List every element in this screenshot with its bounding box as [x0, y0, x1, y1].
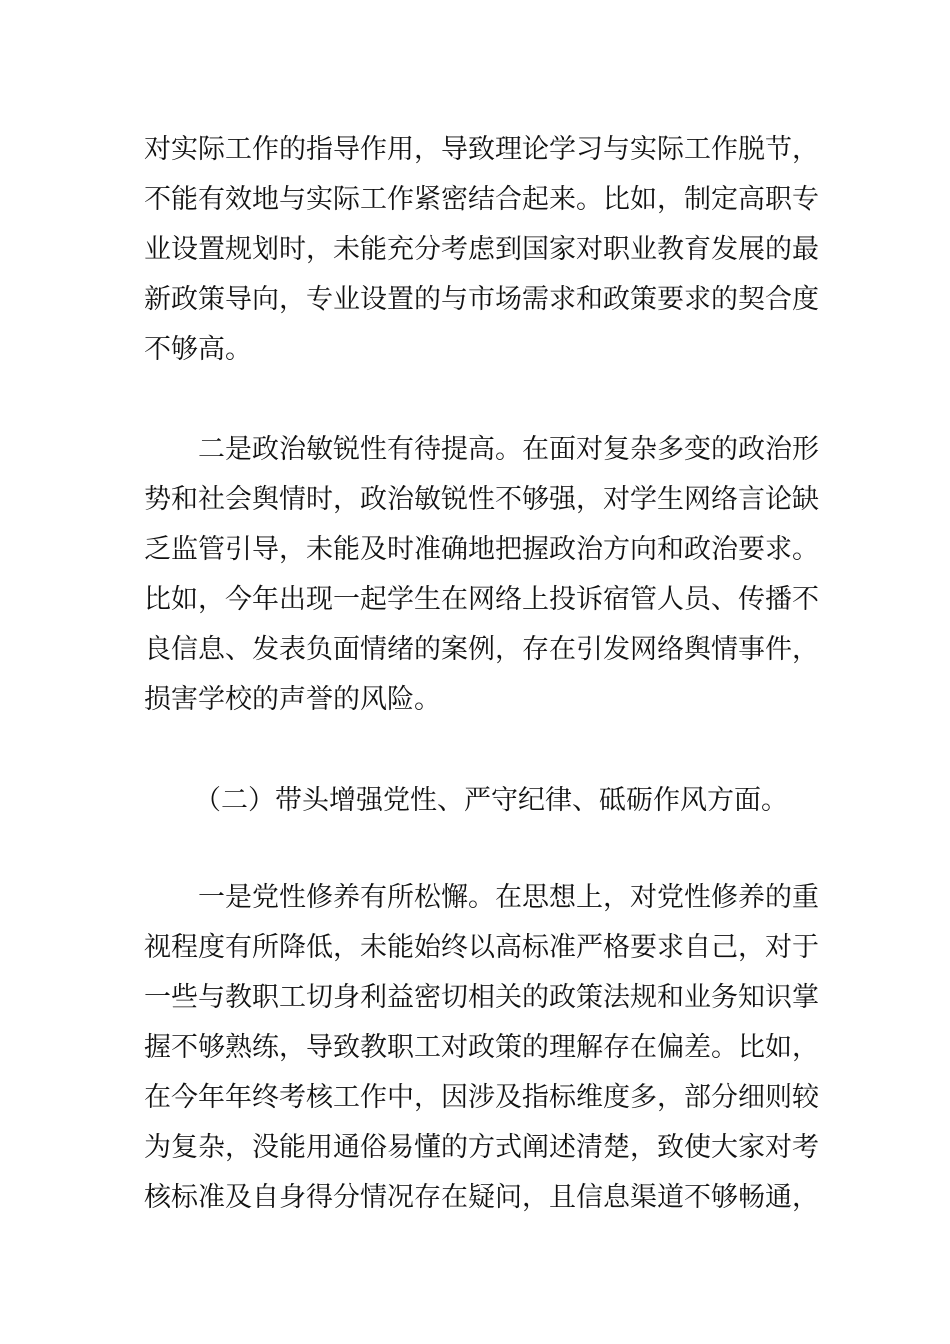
heading-line: （二）带头增强党性、严守纪律、砥砺作风方面。 [194, 785, 788, 816]
text-line: 势和社会舆情时，政治敏锐性不够强，对学生网络言论缺 [144, 484, 819, 515]
text-line: 不够高。 [144, 334, 252, 365]
paragraph-2 [144, 425, 819, 725]
text-line: 业设置规划时，未能充分考虑到国家对职业教育发展的最 [144, 234, 819, 265]
section-heading [144, 776, 816, 826]
text-line: 一些与教职工切身利益密切相关的政策法规和业务知识掌 [144, 982, 819, 1013]
text-line: 不能有效地与实际工作紧密结合起来。比如，制定高职专 [144, 184, 819, 215]
text-line: 对实际工作的指导作用，导致理论学习与实际工作脱节， [144, 134, 819, 165]
text-line: 视程度有所降低，未能始终以高标准严格要求自己，对于 [144, 932, 819, 963]
text-line: 良信息、发表负面情绪的案例，存在引发网络舆情事件， [144, 634, 819, 665]
text-line: 在今年年终考核工作中，因涉及指标维度多，部分细则较 [144, 1082, 819, 1113]
text-line: 二是政治敏锐性有待提高。在面对复杂多变的政治形 [198, 434, 819, 465]
text-line: 比如，今年出现一起学生在网络上投诉宿管人员、传播不 [144, 584, 819, 615]
text-line: 新政策导向，专业设置的与市场需求和政策要求的契合度 [144, 284, 819, 315]
text-line: 为复杂，没能用通俗易懂的方式阐述清楚，致使大家对考 [144, 1132, 819, 1163]
text-line: 乏监管引导，未能及时准确地把握政治方向和政治要求。 [144, 534, 819, 565]
text-line: 核标准及自身得分情况存在疑问，且信息渠道不够畅通， [144, 1182, 819, 1213]
text-line: 一是党性修养有所松懈。在思想上，对党性修养的重 [198, 882, 819, 913]
text-line: 损害学校的声誉的风险。 [144, 684, 441, 715]
paragraph-1 [144, 125, 819, 375]
paragraph-4 [144, 873, 819, 1223]
text-line: 握不够熟练，导致教职工对政策的理解存在偏差。比如， [144, 1032, 819, 1063]
